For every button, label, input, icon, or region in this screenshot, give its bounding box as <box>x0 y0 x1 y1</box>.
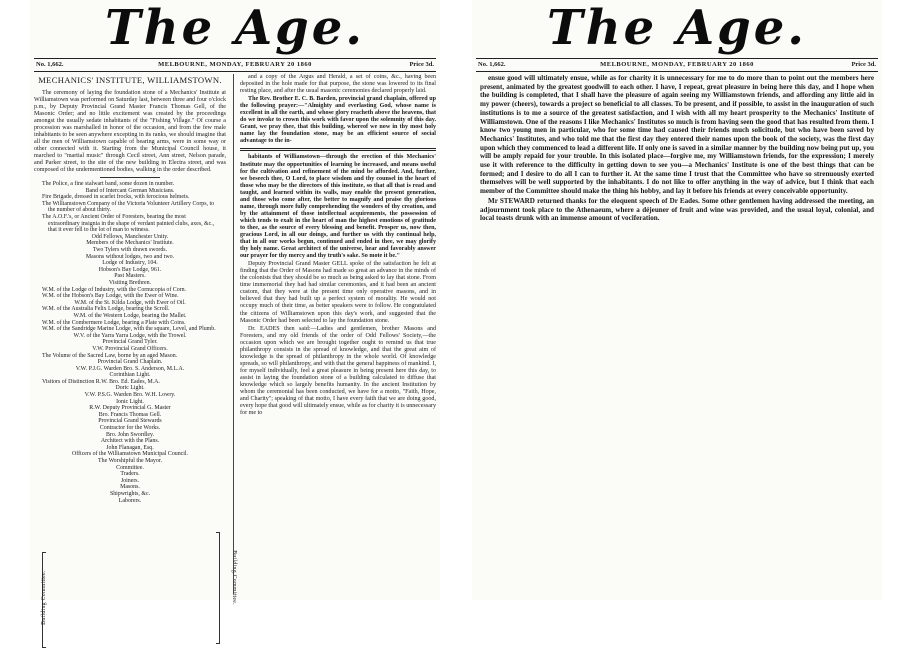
place-date: MELBOURNE, MONDAY, FEBRUARY 20 1860 <box>600 61 754 68</box>
procession-item: The A.O.F.'s, or Ancient Order of Foresters, bearing the most extraordinary insignia in the shape of verdant painted clubs, axes, &c., that it ever fell to the lot of man to witness. <box>42 214 215 234</box>
left-newspaper-page <box>30 0 440 625</box>
article-paragraph: The Rev. Brother E. C. B. Barden, provincial grand chaplain, offered up the following prayer:—"Almighty and everlasting God, whose name is excellent in all the earth, and whose glory reacheth above the heavens, that do we invoke to crown this work with favor upon the solemnity of this day. Grant, we pray thee, that this building, whereof we now in thy most holy name lay the foundation stone, may be an efficient source of social advantage to the in- <box>240 96 436 145</box>
article-headline: MECHANICS' INSTITUTE, WILLIAMSTOWN. <box>38 75 222 85</box>
procession-item: W.M. of the Sandridge Marine Lodge, with the square, Level, and Plumb. <box>42 326 216 333</box>
issue-number: No. 1,662. <box>36 61 64 68</box>
procession-item: W.M. of the Combermere Lodge, bearing a Plate with Coins. <box>42 319 186 326</box>
dateline <box>476 58 878 72</box>
procession-item: W.M. of the Australia Felix Lodge, bearing the Scroll. <box>42 306 170 313</box>
procession-item: Bro. John Swordley. <box>105 431 155 438</box>
procession-item: Laborers. <box>118 497 142 504</box>
procession-item: Masons. <box>120 484 140 491</box>
procession-item: Masons without lodges, two and two. <box>85 253 175 260</box>
procession-item: Provincial Grand Stewards <box>98 418 162 425</box>
procession-item: Contractor for the Works. <box>99 425 161 432</box>
procession-item: V.W. P.S.G. Warden Bro. W.H. Lowry. <box>84 392 176 399</box>
procession-item: Visitors of Distinction R.W. Bro. Ed. Eades, M.A. <box>42 378 160 385</box>
procession-item: R.W. Deputy Provincial G. Master <box>89 405 171 412</box>
procession-item: Provincial Grand Chaplain. <box>97 359 163 366</box>
article-paragraph: Mr STEWARD returned thanks for the eloquent speech of Dr Eades. Some other gentlemen having addressed the meeting, an adjournment took place to the Athenaeum, where a déjeuner of fruit and wine was provided, and the usual loyal, colonial, and local toasts drunk with an immense amount of vociferation. <box>480 196 874 223</box>
procession-item: Traders. <box>120 471 140 478</box>
article-paragraph: Dr. EADES then said:—Ladies and gentlemen, brother Masons and Foresters, and my old friends of the order of Odd Fellows' Society,—the occasion upon which we are brought together ought to remind us that true philanthropy consists in the spread of knowledge, and that the great aim of knowledge is the spread of philanthropy in the whole world. Of knowledge spreads, so will philanthropy, and with that the general happiness of mankind. I, for myself individually, feel a great pleasure in being present here this day, to assist in laying the foundation stone of a building calculated to diffuse that knowledge which so largely benefits humanity. In the ancient Institution by whom the ceremonial has been conducted, we have for a motto, "Faith, Hope, and Charity"; speaking of that motto, I have every faith that we are doing good, every hope that good will ultimately ensue, while as for charity it is unnecessary for me to <box>240 325 436 417</box>
procession-item: John Flanagan, Esq. <box>106 444 154 451</box>
procession-item: Fire Brigade, dressed in scarlet frocks, with ferocious helmets. <box>42 194 190 201</box>
procession-item: V.W. Provincial Grand Officers. <box>92 345 168 352</box>
procession-item: Hobson's Bay Lodge, 961. <box>98 266 162 273</box>
procession-item: The Volume of the Sacred Law, borne by an aged Mason. <box>42 352 178 359</box>
procession-list <box>34 181 226 504</box>
procession-item: Shipwrights, &c. <box>109 490 151 497</box>
procession-item: The Police, a fine stalwart band, some dozen in number. <box>42 181 175 188</box>
procession-item: Members of the Mechanics' Institute. <box>86 240 174 247</box>
procession-item: W.M. of the Lodge of Industry, with the Cornucopia of Corn. <box>42 286 187 293</box>
masthead-title: The Age. <box>105 0 365 56</box>
procession-item: Provincial Grand Tyler. <box>102 339 158 346</box>
article-paragraph: The ceremony of laying the foundation stone of a Mechanics' Institute at Williamstown was performed on Saturday last, between three and four o'clock p.m., by Deputy Provincial Grand Master Francis Thomas Gell, of the Masonic Order; and no little excitement was created by the proceedings amongst the usually sedate inhabitants of the "Fishing Village." Of course a procession was marshalled in honor of the occasion, and from the few male inhabitants to be seen anywhere excepting in its ranks, we should imagine that all the men of Williamstown capable of bearing arms, were in some way or other connected with it. Starting from the Municipal Council house, it marched to "martial music" through Cecil street, Ann street, Nelson parade, and Parker street, to the site of the new building in Electra street, and was composed of the undermentioned bodies, walking in the order described. <box>34 89 226 174</box>
article-paragraph: ensue good will ultimately ensue, while as for charity it is unnecessary for me to do more than to point out the members here present, animated by the greatest goodwill to each other. I have, I repeat, great pleasure in being here this day, and I hope when the building is completed, that I shall have the pleasure of again seeing my Williamstown friends, and affording any little aid in my power (cheers), towards a project so beneficial to all classes. To be present, and if possible, to assist in the inauguration of such institutions is to me a source of the greatest satisfaction, and I wish with all my heart prosperity to the Mechanics' Institute of Williamstown. One of the reasons I like Mechanics' Institutes so much is from having seen the good that has resulted from them. I know two young men in particular, who for some time had caused their friends much solicitude, but who have been saved by Mechanics' Institutes, and who told me that the first day they entered their names upon the book of the society, was the first day upon which they commenced to lead a different life. If only one is saved in a similar manner by the building now being put up, you will be amply repaid for your trouble. In this isolated place—forgive me, my Williamstown friends, for the expression; I merely use it with reference to the difficulty in getting down to see you—a Mechanics' Institute is one of the best things that can be formed; and I desire to do all I can to further it. At the same time I trust that the Committee who have so strenuously exerted themselves will be well supported by the inhabitants. I do not like to offer anything in the way of advice, but I think that each member of the Committee should make the thing his hobby, and lay it before his friends at every conceivable opportunity. <box>480 74 874 196</box>
procession-item: Visiting Brethren. <box>108 279 152 286</box>
article-paragraph: and a copy of the Argus and Herald, a set of coins, &c., having been deposited in the hole made for that purpose, the stone was lowered to its final resting place, and after the usual masonic ceremonies declared properly laid. <box>240 74 436 95</box>
procession-item: Lodge of Industry, 104. <box>102 260 158 267</box>
right-newspaper-page <box>472 0 882 600</box>
procession-item: Joiners. <box>120 477 140 484</box>
procession-item: Doric Light. <box>115 385 145 392</box>
price: Price 3d. <box>409 61 434 68</box>
procession-item: The Williamstown Company of the Victoria Volunteer Artillery Corps, to the number of about thirty. <box>42 200 215 214</box>
bracket-right <box>216 532 220 644</box>
column-rule <box>233 74 234 594</box>
procession-item: Bro. Francis Thomas Gell. <box>98 411 162 418</box>
article-paragraph: Deputy Provincial Grand Master GELL spoke of the satisfaction he felt at finding that the Order of Masons had made so great an advance in the minds of the colonists that they should be so much as being asked to lay that stone. From time immemorial they had had similar ceremonies, and it had been an ancient custom, that they were at the present time only operative masons, and in believed that they had built up a perfect system of morality. He would not occupy much of their time, as better speakers were to follow. He congratulated the citizens of Williamstown upon this day's work, and suggested that the Masonic Order had been selected to lay the foundation stone. <box>240 261 436 324</box>
procession-item: Architect with the Plans. <box>100 438 160 445</box>
procession-item: Officers of the Williamstown Municipal Council. <box>71 451 189 458</box>
dateline <box>34 58 436 72</box>
procession-item: Odd Fellows, Manchester Unity. <box>91 233 169 240</box>
price: Price 3d. <box>851 61 876 68</box>
masthead-title: The Age. <box>547 0 807 56</box>
procession-item: Past Masters. <box>114 273 146 280</box>
article-paragraph: habitants of Williamstown—through the erection of this Mechanics' Institute may the opportunities of learning be increased, and means useful for the cultivation and refinement of the mind be afforded. And, further, we beseech thee, O Lord, to place wisdom and thy counsel in the heart of those who may be the directors of this institute, so that all that is read and taught, and learned within its walls, may enable the present generation, and those who come after, the better to magnify and praise thy glorious name, through more fully comprehending the wonders of thy creation, and by the attainment of those intellectual acquirements, the possession of which tends to exalt in the heart of man the highest emotions of gratitude to thee, as the source of every blessing and benefit. Prosper us, now then, gracious Lord, in all our doings, and further us with thy continual help, that in all our works begun, continued and ended in thee, we may glorify thy holy name. Great architect of the universe, hear and favorably answer our prayer for thy mercy and thy truth's sake. So mote it be." <box>240 154 436 260</box>
procession-item: Corinthian Light. <box>109 372 151 379</box>
procession-item: Ionic Light. <box>116 398 144 405</box>
issue-number: No. 1,662. <box>478 61 506 68</box>
article-column-2 <box>240 74 436 600</box>
procession-item: W.M. of the Western Lodge, bearing the Mallet. <box>73 312 187 319</box>
place-date: MELBOURNE, MONDAY, FEBRUARY 20 1860 <box>158 61 312 68</box>
article-continuation <box>480 74 874 484</box>
procession-item: Committee. <box>116 464 144 471</box>
article-column-1 <box>34 74 237 625</box>
side-label-right: Building Committee. <box>230 550 237 605</box>
procession-item: V.W. P.J.G. Warden Bro. S. Anderson, M.L.A. <box>75 365 185 372</box>
procession-item: W.M. of the Hobson's Bay Lodge, with the Ewer of Wine. <box>42 293 179 300</box>
procession-item: W.M. of the St. Kilda Lodge, with Ewer of Oil. <box>74 299 186 306</box>
procession-item: The Worshipful the Mayor. <box>98 458 162 464</box>
procession-item: Two Tylers with drawn swords. <box>92 247 168 253</box>
procession-item: W.V. of the Yarra Yarra Lodge, with the Trowel. <box>73 332 187 339</box>
side-label-left: Building Committee. <box>40 570 47 625</box>
divider <box>100 177 160 178</box>
procession-item: Band of Intercant German Musicians. <box>85 187 175 194</box>
section-rule <box>240 148 436 151</box>
